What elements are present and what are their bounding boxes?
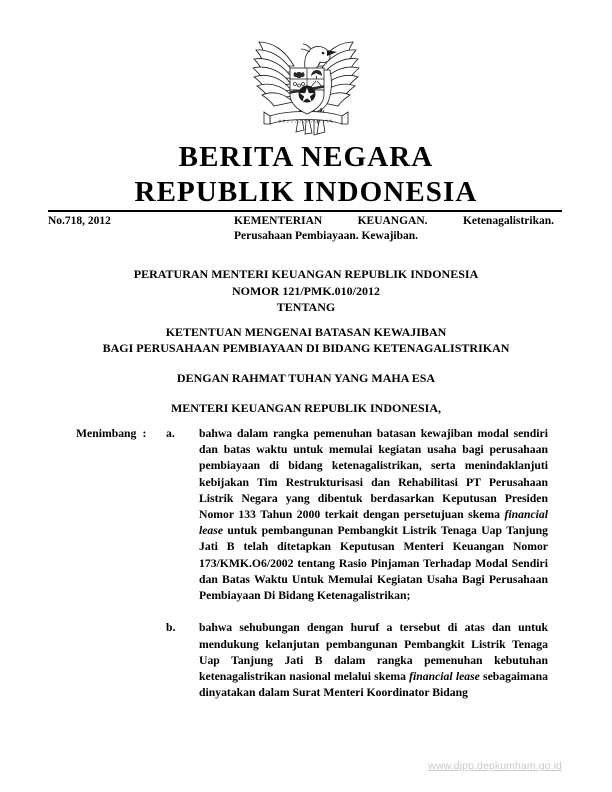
masthead-line-2: REPUBLIK INDONESIA (134, 176, 478, 208)
considering-label-text: Menimbang (76, 427, 137, 440)
clause-a-part-2: untuk pembangunan Pembangkit Listrik Tenaga Uap Tanjung Jati B telah ditetapkan Keputusan Menteri Keuangan Nomor 173/KMK.O6/2002 tentang Rasio Pinjaman Terhadap Modal Sendiri dan Batas Waktu Untuk Memulai Kegiatan Usaha Bagi Perusahaan Pembiayaan Di Bidang Ketenagalistrikan; (199, 524, 548, 603)
gazette-subject-line-1: KEMENTERIAN KEUANGAN. Ketenagalistrikan. (234, 215, 554, 227)
regulation-heading: PERATURAN MENTERI KEUANGAN REPUBLIK INDONESIA (133, 267, 479, 281)
header-divider (48, 210, 562, 212)
clause-b-part-2: sebagaimana dinyatakan dalam Surat Menteri Koordinator Bidang (199, 670, 548, 700)
regulation-subject-line-2: BAGI PERUSAHAAN PEMBIAYAAN DI BIDANG KETENAGALISTRIKAN (102, 341, 510, 355)
regulation-issuer: MENTERI KEUANGAN REPUBLIK INDONESIA, (170, 401, 442, 415)
clause-b-part-1: bahwa sehubungan dengan huruf a tersebut di atas dan untuk mendukung kelanjutan pembangunan Pembangkit Listrik Tenaga Uap Tanjung Jati B dalam rangka pemenuhan kebutuhan ketenagalistrikan nasional melalui skema (199, 621, 548, 684)
masthead (0, 140, 612, 210)
regulation-title-block (56, 266, 556, 417)
regulation-blessing: DENGAN RAHMAT TUHAN YANG MAHA ESA (176, 370, 436, 385)
regulation-subject-line-1: KETENTUAN MENGENAI BATASAN KEWAJIBAN (165, 324, 447, 339)
considering-clause-a (76, 426, 548, 604)
clause-a-part-1: bahwa dalam rangka pemenuhan batasan kewajiban modal sendiri dan batas waktu untuk memulai kegiatan usaha bagi perusahaan pembiayaan di bidang ketenagalistrikan, serta menindaklanjuti kebijakan Tim Restrukturisasi dan Rehabilitasi PT Perusahaan Listrik Negara yang dibentuk berdasarkan Keputusan Presiden Nomor 133 Tahun 2000 terkait dengan persetujuan skema (199, 427, 548, 522)
gazette-number: No.718, 2012 (48, 215, 111, 227)
regulation-number: NOMOR 121/PMK.010/2012 (232, 283, 380, 298)
gazette-subject (234, 214, 554, 244)
clause-text-b (199, 620, 548, 701)
considering-section (76, 426, 548, 701)
clause-a-italic-term: financial lease (199, 508, 548, 538)
clause-text-a (199, 426, 548, 604)
considering-clause-b (76, 620, 548, 701)
considering-label (76, 426, 152, 442)
clause-b-italic-term: financial lease (409, 670, 480, 684)
footer-watermark-url: www.djpp.depkumham.go.id (428, 760, 562, 772)
clause-marker-b: b. (166, 621, 176, 635)
garuda-pancasila-emblem (0, 36, 612, 140)
masthead-line-1: BERITA NEGARA (178, 141, 434, 173)
considering-colon: : (142, 427, 147, 440)
gazette-header (48, 214, 562, 244)
gazette-subject-line-2: Perusahaan Pembiayaan. Kewajiban. (234, 230, 419, 242)
regulation-about-label: TENTANG (276, 300, 336, 314)
clause-marker-a: a. (166, 427, 175, 440)
